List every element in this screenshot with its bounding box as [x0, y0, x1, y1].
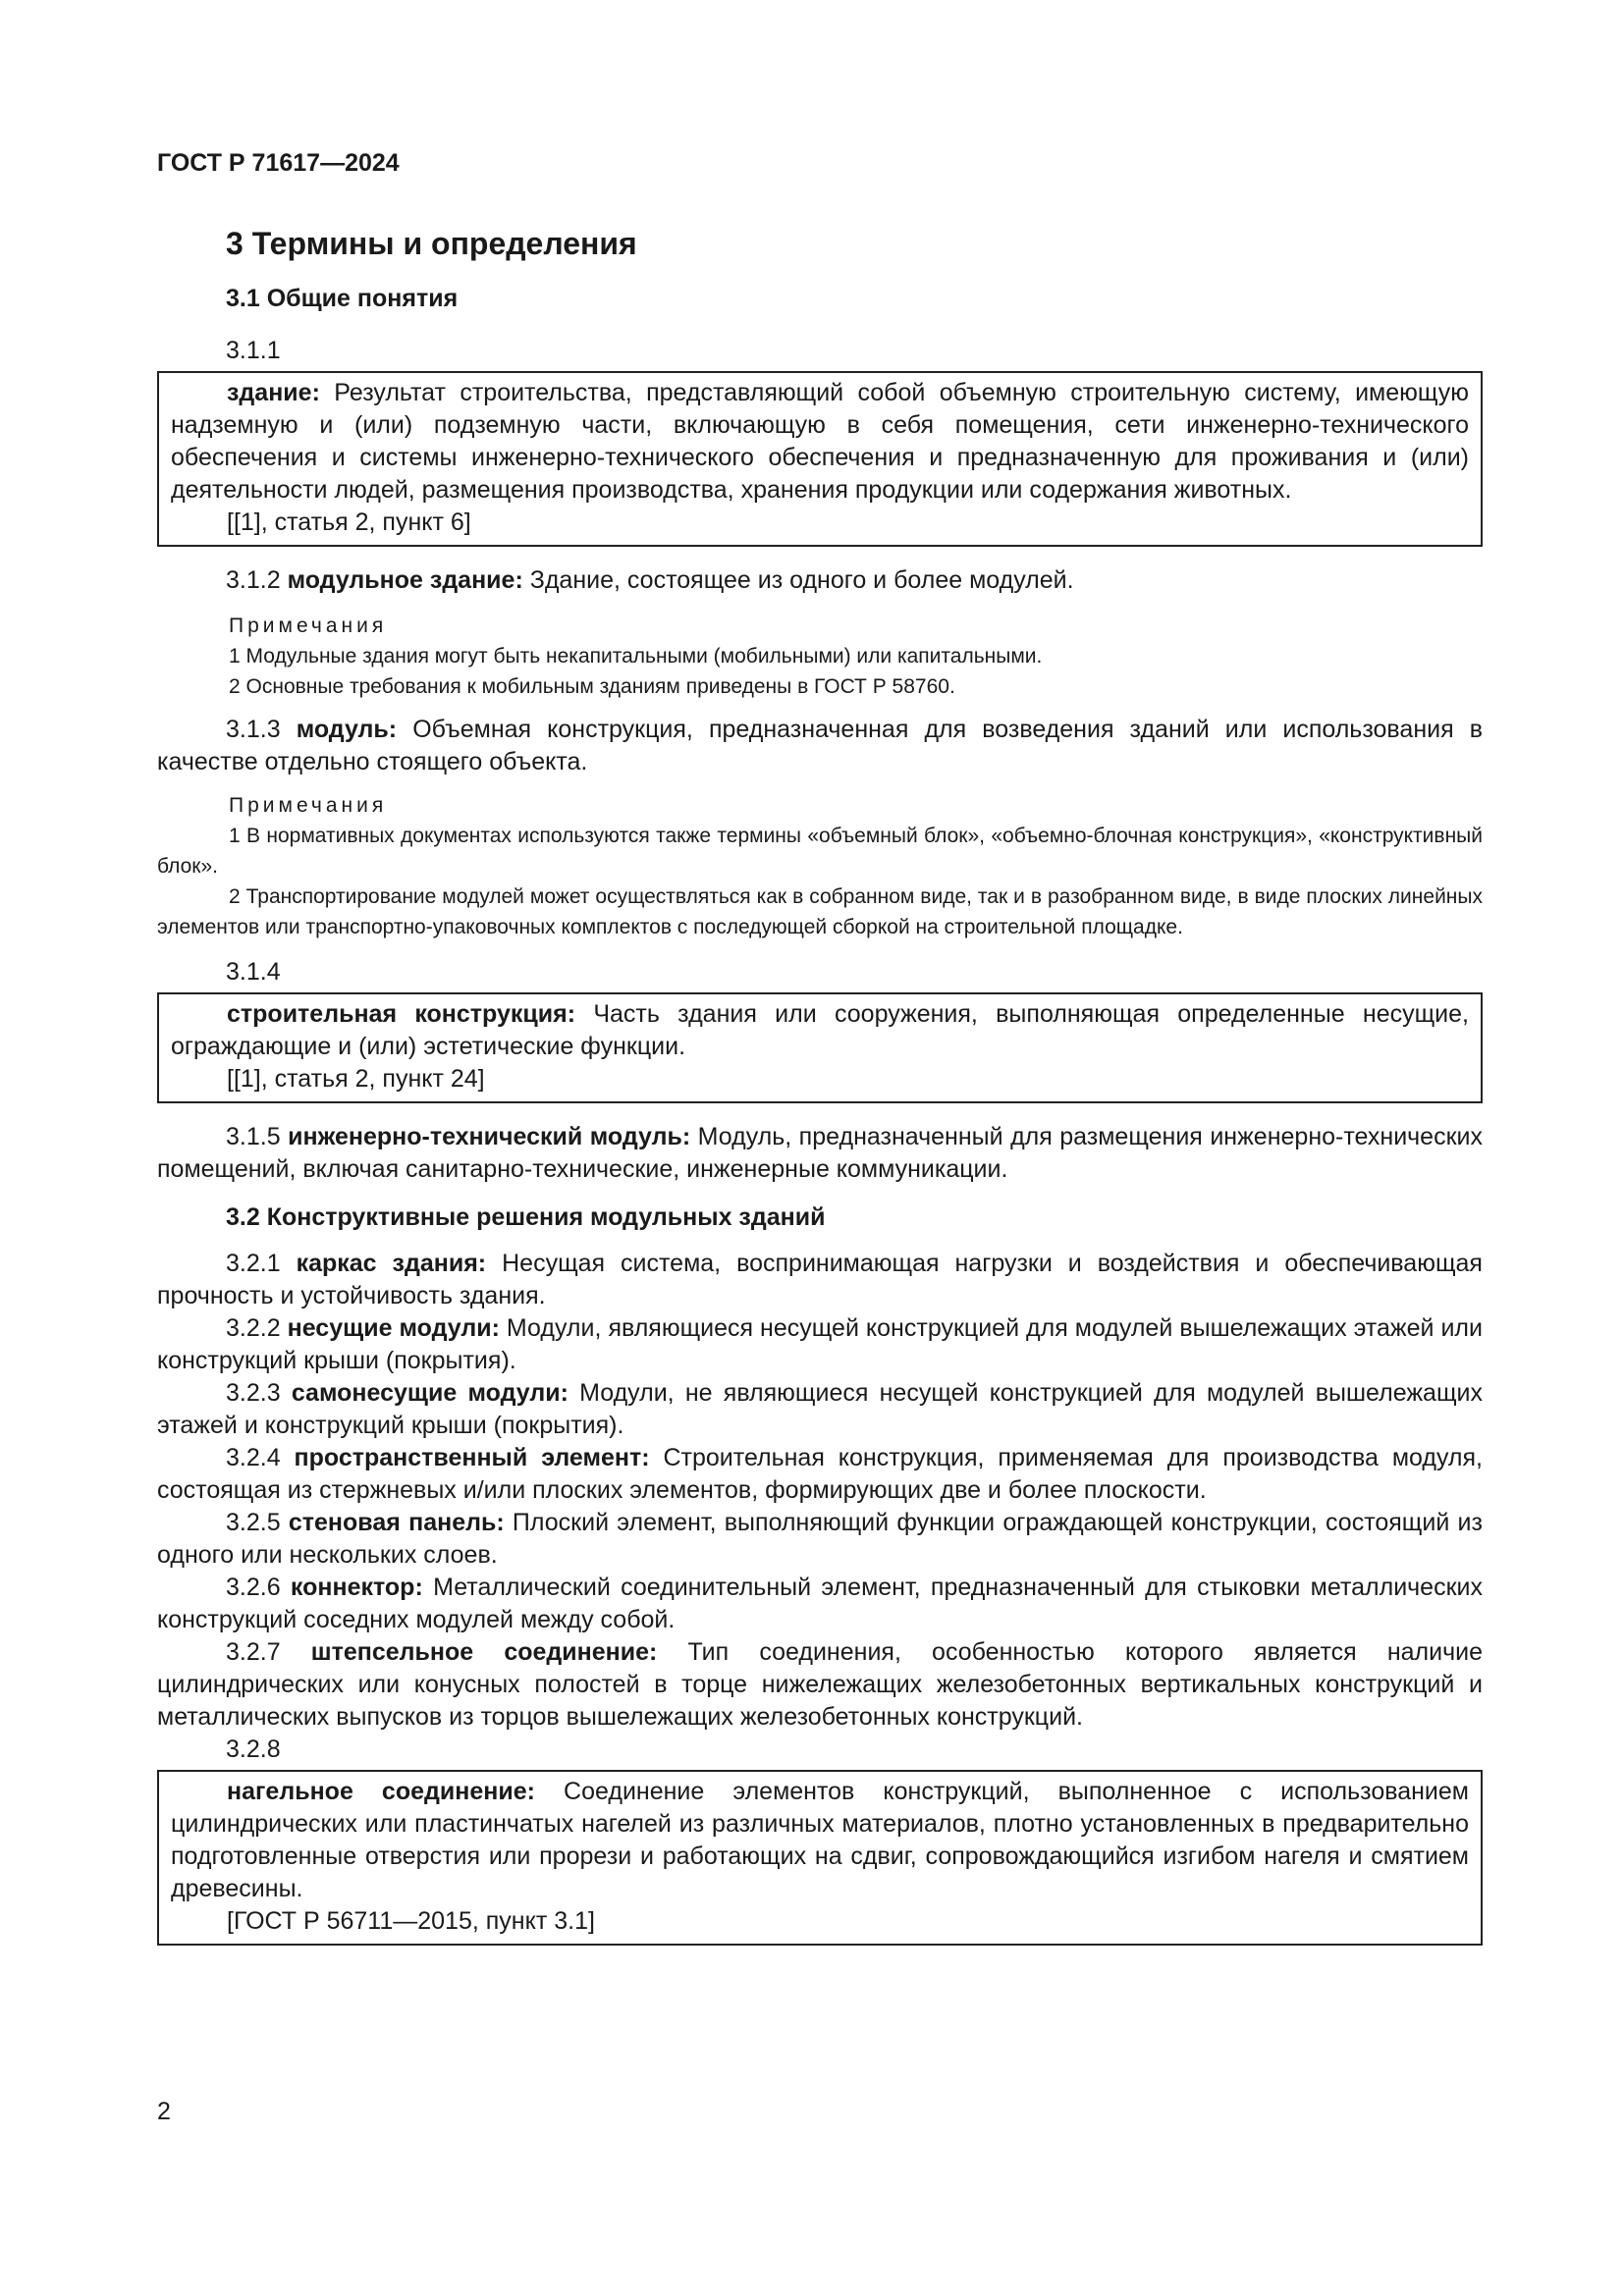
term-number: 3.2.5	[226, 1509, 289, 1536]
term-3-1-2	[157, 564, 1483, 597]
term-text: Объемная конструкция, предназначенная для возведения зданий или использования в качестве отдельно стоящего объекта.	[157, 716, 1483, 775]
term-text: Плоский элемент, выполняющий функции ограждающей конструкции, состоящий из одного или нескольких слоев.	[157, 1509, 1483, 1569]
term-name: модульное здание:	[287, 566, 523, 594]
term-box-3-2-8	[157, 1770, 1483, 1946]
term-3-1-3	[157, 714, 1483, 778]
term-definition	[171, 1776, 1469, 1905]
page-body	[157, 206, 1483, 1946]
notes-title: Примечания	[229, 794, 388, 817]
term-text: Строительная конструкция, применяемая для производства модуля, состоящая из стержневых и/или плоских элементов, формирующих две и более плоскости.	[157, 1444, 1483, 1504]
term-3-2-2	[157, 1312, 1483, 1377]
term-number: 3.1.5	[226, 1123, 289, 1150]
term-name: стеновая панель:	[288, 1509, 505, 1536]
note-item: 2 Транспортирование модулей может осуществляться как в собранном виде, так и в разобранном виде, в виде плоских линейных элементов или транспортно-упаковочных комплектов с последующей сборкой на строительной площадке.	[157, 885, 1483, 938]
subsection-title-3-2: 3.2 Конструктивные решения модульных зданий	[226, 1203, 826, 1231]
term-source: [[1], статья 2, пункт 24]	[227, 1065, 485, 1093]
document-code: ГОСТ Р 71617—2024	[157, 149, 400, 177]
subsection-title-3-1: 3.1 Общие понятия	[226, 285, 459, 312]
term-3-2-4	[157, 1442, 1483, 1507]
term-text: Модуль, предназначенный для размещения инженерно-технических помещений, включая санитарно-технические, инженерные коммуникации.	[157, 1123, 1483, 1183]
note-item: 2 Основные требования к мобильным зданиям приведены в ГОСТ Р 58760.	[229, 675, 955, 698]
note-item: 1 В нормативных документах используются также термины «объемный блок», «объемно-блочная конструкция», «конструктивный блок».	[157, 825, 1483, 878]
section-title: 3 Термины и определения	[226, 226, 637, 261]
term-name: нагельное соединение:	[227, 1778, 535, 1805]
term-text: Модули, являющиеся несущей конструкцией для модулей вышележащих этажей или конструкций крыши (покрытия).	[157, 1314, 1483, 1374]
term-number: 3.2.2	[226, 1314, 288, 1342]
term-3-2-7	[157, 1636, 1483, 1734]
term-name: модуль:	[296, 716, 398, 743]
term-name: каркас здания:	[296, 1250, 487, 1277]
term-box-3-1-4	[157, 992, 1483, 1103]
term-number: 3.2.1	[226, 1250, 297, 1277]
term-name: штепсельное соединение:	[310, 1638, 658, 1666]
term-definition	[171, 998, 1469, 1063]
term-number: 3.2.6	[226, 1574, 291, 1601]
term-box-3-1-1	[157, 371, 1483, 547]
term-name: здание:	[227, 379, 320, 406]
term-text: Металлический соединительный элемент, предназначенный для стыковки металлических конструкций соседних модулей между собой.	[157, 1574, 1483, 1633]
term-number-3-1-1: 3.1.1	[226, 337, 281, 364]
note-item: 1 Модульные здания могут быть некапитальными (мобильными) или капитальными.	[229, 645, 1043, 667]
term-number: 3.1.3	[226, 716, 297, 743]
term-name: инженерно-технический модуль:	[288, 1123, 691, 1150]
term-name: несущие модули:	[287, 1314, 500, 1342]
term-text: Модули, не являющиеся несущей конструкцией для модулей вышележащих этажей и конструкций крыши (покрытия).	[157, 1379, 1483, 1439]
notes-3-1-3	[157, 790, 1483, 942]
term-3-2-6	[157, 1572, 1483, 1636]
term-3-2-5	[157, 1507, 1483, 1572]
term-number: 3.2.3	[226, 1379, 292, 1407]
term-3-1-5	[157, 1121, 1483, 1186]
term-3-2-1	[157, 1248, 1483, 1312]
term-text: Результат строительства, представляющий собой объемную строительную систему, имеющую надземную и (или) подземную части, включающую в себя помещения, сети инженерно-технического обеспечения и системы инженерно-технического обеспечения и предназначенную для проживания и (или) деятельности людей, размещения производства, хранения продукции или содержания животных.	[171, 379, 1469, 504]
term-source: [[1], статья 2, пункт 6]	[227, 508, 471, 536]
term-text: Соединение элементов конструкций, выполненное с использованием цилиндрических или пластинчатых нагелей из различных материалов, плотно установленных в предварительно подготовленные отверстия или прорези и работающих на сдвиг, сопровождающийся изгибом нагеля и смятием древесины.	[171, 1778, 1469, 1902]
term-text: Здание, состоящее из одного и более модулей.	[522, 566, 1074, 594]
term-number: 3.2.7	[226, 1638, 311, 1666]
term-number: 3.2.4	[226, 1444, 295, 1471]
term-number-3-2-8: 3.2.8	[226, 1735, 281, 1763]
term-text: Часть здания или сооружения, выполняющая определенные несущие, ограждающие и (или) эстетические функции.	[171, 1000, 1469, 1060]
term-number: 3.1.2	[226, 566, 288, 594]
term-name: самонесущие модули:	[291, 1379, 568, 1407]
term-name: коннектор:	[290, 1574, 423, 1601]
term-name: пространственный элемент:	[294, 1444, 650, 1471]
page-number: 2	[157, 2098, 171, 2125]
terms-3-2-list	[157, 1248, 1483, 1734]
term-text: Тип соединения, особенностью которого является наличие цилиндрических или конусных полостей в торце нижележащих железобетонных вертикальных конструкций и металлических выпусков из торцов вышележащих железобетонных конструкций.	[157, 1638, 1483, 1731]
term-3-2-3	[157, 1377, 1483, 1442]
term-definition	[171, 377, 1469, 507]
term-number-3-1-4: 3.1.4	[226, 958, 281, 986]
notes-title: Примечания	[229, 614, 388, 637]
notes-3-1-2	[157, 611, 1483, 702]
term-text: Несущая система, воспринимающая нагрузки и воздействия и обеспечивающая прочность и устойчивость здания.	[157, 1250, 1483, 1309]
term-source: [ГОСТ Р 56711—2015, пункт 3.1]	[227, 1907, 595, 1935]
term-name: строительная конструкция:	[227, 1000, 576, 1028]
